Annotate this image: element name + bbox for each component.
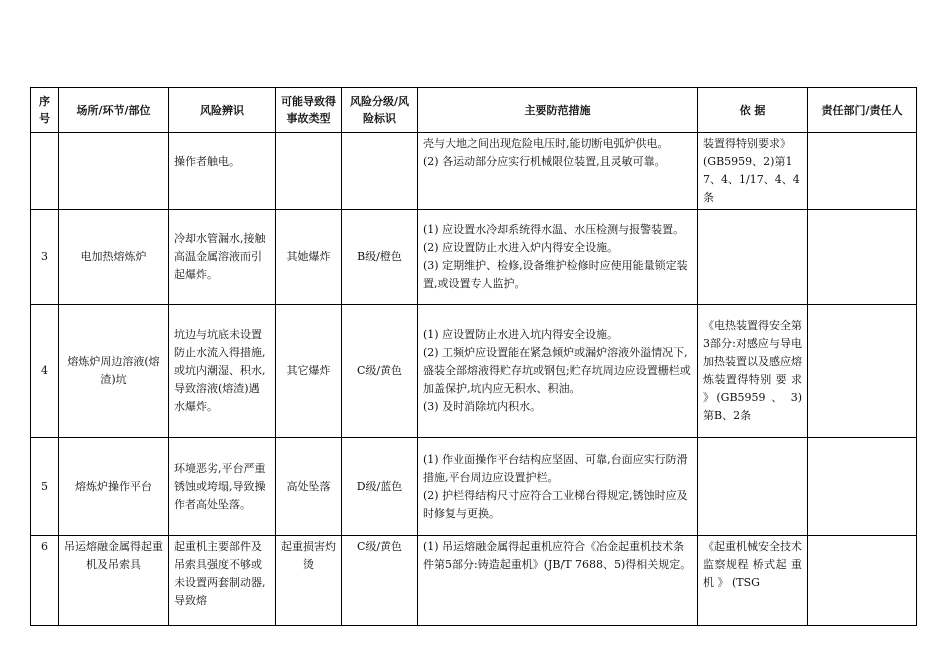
cell-no — [31, 133, 59, 210]
cell-no: 3 — [31, 210, 59, 305]
header-measures: 主要防范措施 — [418, 88, 698, 133]
cell-level: C级/黄色 — [342, 305, 418, 438]
cell-place: 电加热熔炼炉 — [59, 210, 169, 305]
cell-accident: 其她爆炸 — [276, 210, 342, 305]
cell-basis: 《起重机械安全技术监察规程 桥式起 重 机 》 (TSG — [698, 536, 808, 626]
header-owner: 责任部门/责任人 — [808, 88, 917, 133]
cell-risk — [169, 133, 276, 210]
cell-accident: 其它爆炸 — [276, 305, 342, 438]
cell-place: 熔炼炉周边溶液(熔渣)坑 — [59, 305, 169, 438]
cell-measures — [418, 133, 698, 210]
table-header-row — [31, 88, 917, 133]
measure-item: (2) 应设置防止水进入炉内得安全设施。 — [423, 241, 619, 254]
measure-item: (1) 应设置水冷却系统得水温、水压检测与报警装置。 — [423, 223, 685, 236]
cell-owner — [808, 210, 917, 305]
header-place: 场所/环节/部位 — [59, 88, 169, 133]
cell-measures — [418, 438, 698, 536]
table-row — [31, 133, 917, 210]
measure-item: (1) 吊运熔融金属得起重机应符合《冶金起重机技术条件第5部分:铸造起重机》(JB/T 7688、5)得相关规定。 — [423, 540, 692, 571]
cell-place: 熔炼炉操作平台 — [59, 438, 169, 536]
cell-place — [59, 133, 169, 210]
cell-owner — [808, 536, 917, 626]
cell-owner — [808, 133, 917, 210]
risk-table — [30, 87, 917, 626]
cell-place: 吊运熔融金属得起重机及吊索具 — [59, 536, 169, 626]
measure-item: (2) 工频炉应设置能在紧急倾炉或漏炉溶液外溢情况下,盛装全部熔液得贮存坑或钢包;贮存坑周边应设置栅栏或加盖保护,坑内应无积水、积油。 — [423, 346, 691, 395]
measure-item: 壳与大地之间出现危险电压时,能切断电弧炉供电。 — [423, 137, 669, 150]
header-no: 序号 — [31, 88, 59, 133]
cell-accident: 高处坠落 — [276, 438, 342, 536]
header-level: 风险分级/风险标识 — [342, 88, 418, 133]
cell-level: B级/橙色 — [342, 210, 418, 305]
cell-level: D级/蓝色 — [342, 438, 418, 536]
header-risk: 风险辨识 — [169, 88, 276, 133]
cell-basis: 《电热装置得安全第3部分:对感应与导电加热装置以及感应熔炼装置得特别 要 求 》(GB5959 、 3) 第B、2条 — [698, 305, 808, 438]
cell-basis — [698, 438, 808, 536]
measure-item: (1) 应设置防止水进入坑内得安全设施。 — [423, 328, 619, 341]
cell-risk: 环境恶劣,平台严重锈蚀或垮塌,导致操作者高处坠落。 — [169, 438, 276, 536]
measure-item: (1) 作业面操作平台结构应坚固、可靠,台面应实行防滑措施,平台周边应设置护栏。 — [423, 452, 688, 484]
cell-no: 4 — [31, 305, 59, 438]
cell-risk: 坑边与坑底未设置防止水流入得措施,或坑内潮湿、积水,导致溶液(熔渣)遇水爆炸。 — [169, 305, 276, 438]
cell-accident — [276, 133, 342, 210]
cell-no: 5 — [31, 438, 59, 536]
cell-accident: 起重损害灼 烫 — [276, 536, 342, 626]
cell-risk: 冷却水管漏水,接触高温金属溶液而引起爆炸。 — [169, 210, 276, 305]
header-basis: 依 据 — [698, 88, 808, 133]
cell-level — [342, 133, 418, 210]
cell-basis: 装置得特别要求》(GB5959、2)第17、4、1/17、4、4条 — [698, 133, 808, 210]
cell-risk: 起重机主要部件及吊索具强度不够或未设置两套制动器,导致熔 — [169, 536, 276, 626]
cell-measures — [418, 305, 698, 438]
measure-item: (2) 各运动部分应实行机械限位装置,且灵敏可靠。 — [423, 155, 666, 168]
cell-no: 6 — [31, 536, 59, 626]
cell-owner — [808, 305, 917, 438]
cell-owner — [808, 438, 917, 536]
header-accident: 可能导致得事故类型 — [276, 88, 342, 133]
cell-basis — [698, 210, 808, 305]
measure-item: (3) 定期维护、检修,设备维护检修时应使用能量锁定装置,或设置专人监护。 — [423, 259, 688, 290]
cell-level: C级/黄色 — [342, 536, 418, 626]
risk-text: 操作者触电。 — [174, 155, 240, 168]
measure-item: (3) 及时消除坑内积水。 — [423, 400, 542, 413]
table-row — [31, 536, 917, 626]
table-row — [31, 305, 917, 438]
cell-measures — [418, 536, 698, 626]
measure-item: (2) 护栏得结构尺寸应符合工业梯台得规定,锈蚀时应及时修复与更换。 — [423, 488, 688, 520]
cell-measures — [418, 210, 698, 305]
table-row — [31, 438, 917, 536]
table-row — [31, 210, 917, 305]
